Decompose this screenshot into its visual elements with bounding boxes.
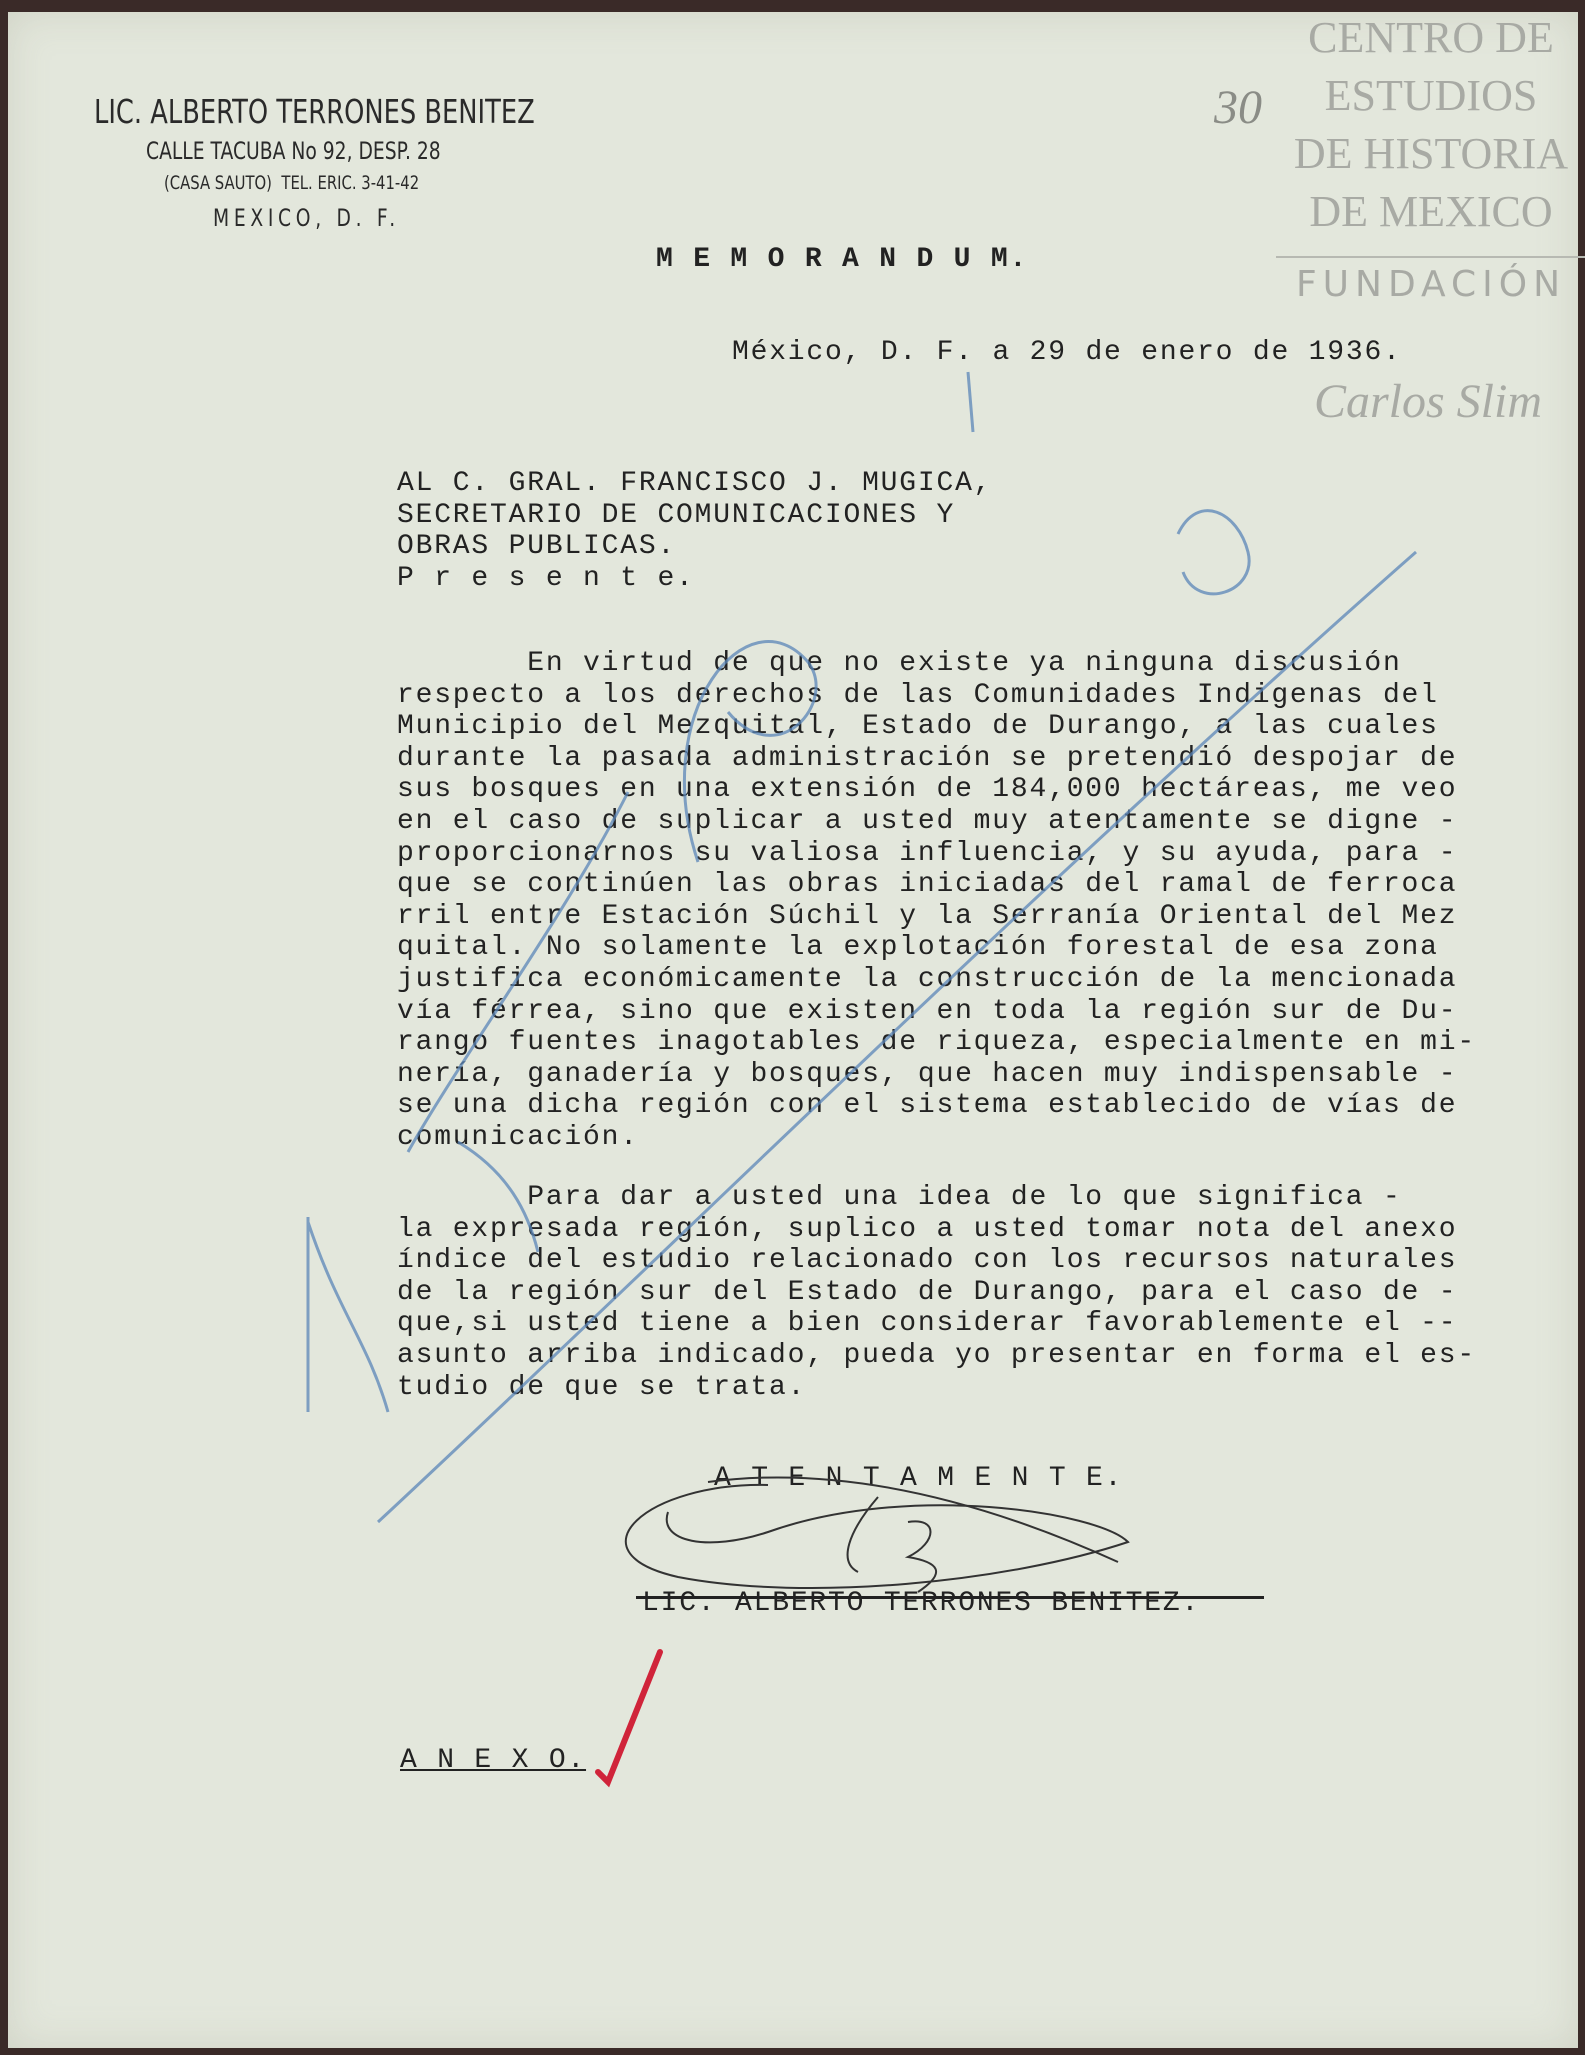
body-line: comunicación. [397,1122,639,1153]
body-line: la expresada región, suplico a usted tomar nota del anexo [397,1213,1458,1245]
annotations [8,12,1578,2048]
body-line: asunto arriba indicado, pueda yo presentar en forma el es- [397,1340,1476,1371]
handwritten-signature [626,1477,1128,1592]
memo-title: M E M O R A N D U M. [656,244,1029,275]
body-line: nería, ganadería y bosques, que hacen muy indispensable - [397,1058,1458,1090]
watermark-line: ESTUDIOS [1324,71,1538,120]
folio-number: 30 [1214,81,1262,134]
body-line: que,si usted tiene a bien considerar favorablemente el -- [397,1308,1458,1340]
recipient-line: SECRETARIO DE COMUNICACIONES Y [397,499,956,531]
enclosure-label: A N E X O. [400,1745,587,1776]
signatory-name: LIC. ALBERTO TERRONES BENITEZ. [642,1588,1201,1619]
watermark-fundacion: FUNDACIÓN [1295,264,1567,305]
body-line: de la región sur del Estado de Durango, para el caso de - [397,1276,1458,1308]
body-line: en el caso de suplicar a usted muy atentamente se digne - [397,806,1458,837]
body-line: se una dicha región con el sistema establecido de vías de [397,1090,1458,1122]
closing: A T E N T A M E N T E. [714,1463,1124,1494]
body-line: vía férrea, sino que existen en toda la región sur de Du- [397,995,1458,1027]
body-line: rango fuentes inagotables de riqueza, especialmente en mi- [397,1027,1476,1059]
watermark-line: CENTRO DE [1308,13,1554,62]
watermark-signature: Carlos Slim [1313,375,1543,428]
body-line: justifica económicamente la construcción de la mencionada [397,964,1458,995]
letterhead-address: CALLE TACUBA No 92, DESP. 28 [146,137,441,165]
body-line: tudio de que se trata. [397,1371,807,1403]
body-line: proporcionarnos su valiosa influencia, y su ayuda, para - [397,837,1458,869]
body-line: índice del estudio relacionado con los recursos naturales [397,1245,1458,1277]
memo-date: México, D. F. a 29 de enero de 1936. [732,337,1402,368]
recipient-line: P r e s e n t e. [397,562,695,594]
watermark-line: DE MEXICO [1309,187,1553,236]
body-line: respecto a los derechos de las Comunidades Indigenas del [397,679,1439,711]
body-line: durante la pasada administración se pretendió despojar de [397,742,1458,774]
body-line: En virtud de que no existe ya ninguna discusión [397,648,1402,679]
body-line: Municipio del Mezquital, Estado de Durango, a las cuales [397,711,1439,743]
body-line: Para dar a usted una idea de lo que significa - [397,1182,1402,1213]
letterhead-city: MEXICO, D. F. [213,204,400,232]
body-line: rril entre Estación Súchil y la Serranía Oriental del Mez [397,900,1458,932]
red-check-mark [598,1652,660,1782]
watermark-line: DE HISTORIA [1293,129,1569,178]
body-line: sus bosques en una extensión de 184,000 hectáreas, me veo [397,774,1458,806]
letterhead-phone: (CASA SAUTO) TEL. ERIC. 3-41-42 [164,172,420,194]
recipient-line: OBRAS PUBLICAS. [397,531,677,562]
letterhead-name: LIC. ALBERTO TERRONES BENITEZ [94,92,535,131]
document-page [8,12,1578,2048]
body-line: quital. No solamente la explotación forestal de esa zona [397,932,1439,964]
blue-pencil-marks [308,372,1416,1522]
recipient-line: AL C. GRAL. FRANCISCO J. MUGICA, [397,468,993,499]
body-line: que se continúen las obras iniciadas del ramal de ferroca [397,869,1458,901]
